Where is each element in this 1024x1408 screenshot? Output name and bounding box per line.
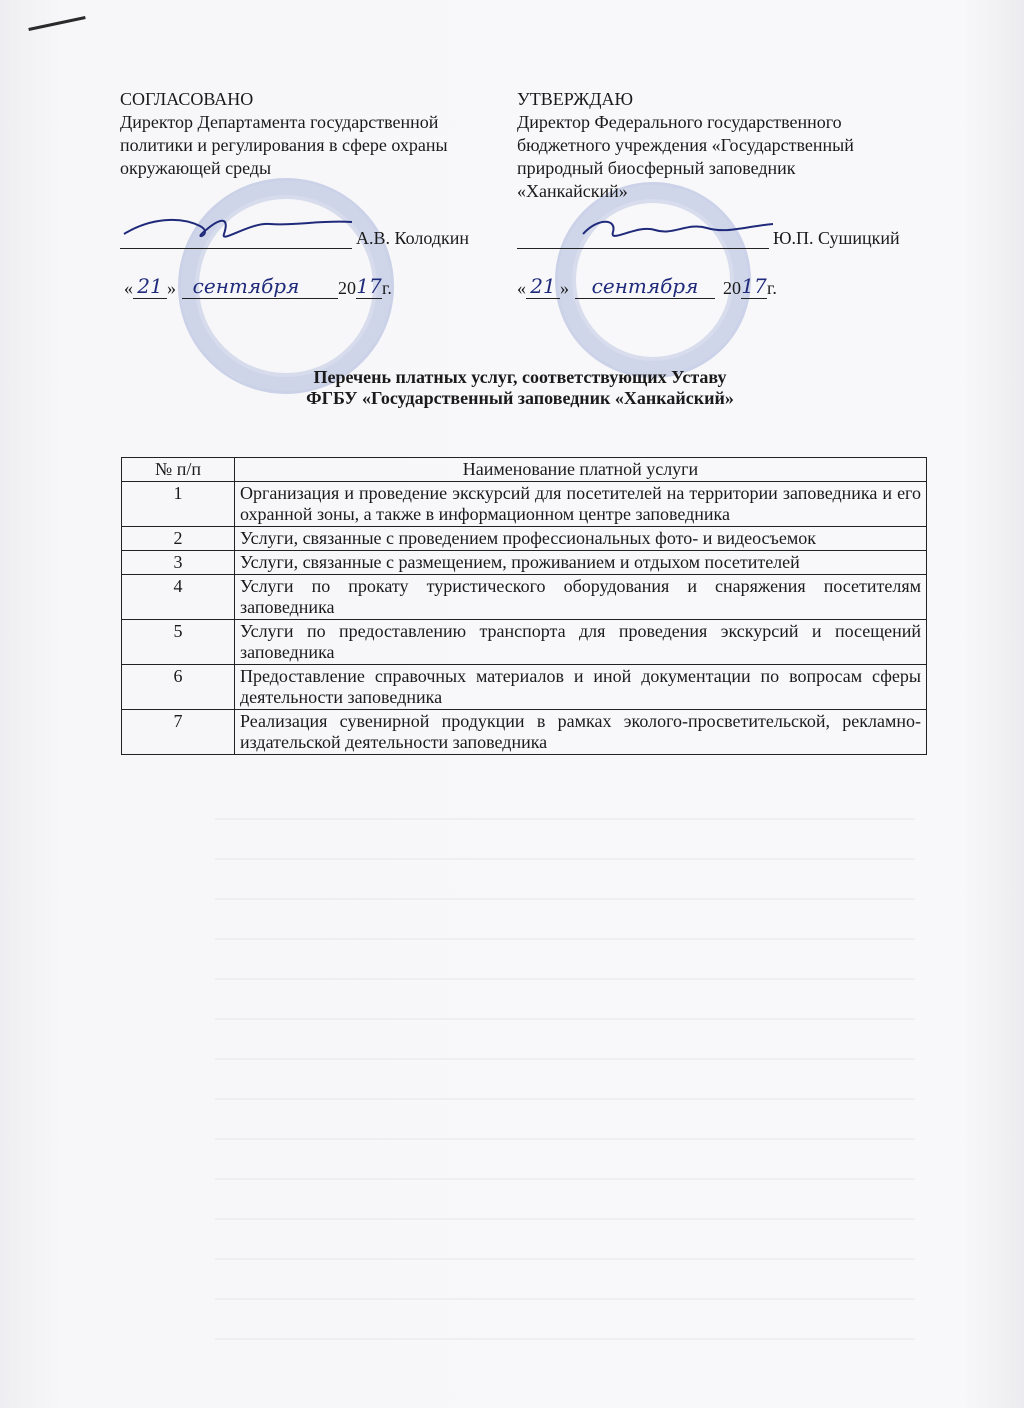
date-row-right [517, 274, 777, 299]
table-row [122, 575, 927, 620]
approval-position-line: природный биосферный заповедник [517, 158, 796, 178]
row-service-name: Услуги по прокату туристического оборудования и снаряжения посетителям заповедника [235, 575, 927, 620]
row-number: 4 [122, 575, 235, 620]
services-table [121, 457, 927, 755]
bleed-through-text [215, 800, 915, 1340]
row-service-name: Организация и проведение экскурсий для посетителей на территории заповедника и его охранной зоны, а также в информационном центре заповедника [235, 482, 927, 527]
date-year-digit: 17 [356, 274, 382, 298]
title-line: Перечень платных услуг, соответствующих Уставу [313, 367, 727, 387]
date-year-prefix: 20 [723, 278, 741, 298]
date-month: сентября [182, 274, 310, 299]
date-suffix: г. [767, 278, 777, 298]
approval-position-line: политики и регулирования в сфере охраны [120, 135, 448, 155]
signature-row-right [517, 228, 900, 249]
table-row [122, 527, 927, 551]
pen-mark [28, 16, 85, 31]
approval-position-line: Директор Федерального государственного [517, 112, 842, 132]
title-line: ФГБУ «Государственный заповедник «Ханкайский» [306, 388, 734, 408]
row-service-name: Услуги, связанные с размещением, проживанием и отдыхом посетителей [235, 551, 927, 575]
row-number: 6 [122, 665, 235, 710]
date-day: 21 [526, 274, 560, 299]
date-row-left [124, 274, 392, 299]
row-service-name: Услуги по предоставлению транспорта для проведения экскурсий и посещений заповедника [235, 620, 927, 665]
date-year-digit: 17 [741, 274, 767, 298]
signature-scribble-left [120, 212, 356, 246]
row-service-name: Услуги, связанные с проведением профессиональных фото- и видеосъемок [235, 527, 927, 551]
approval-position-line: бюджетного учреждения «Государственный [517, 135, 854, 155]
date-close-quote: » [167, 278, 176, 298]
table-row [122, 482, 927, 527]
row-number: 2 [122, 527, 235, 551]
approval-position-line: «Ханкайский» [517, 181, 628, 201]
column-header-name: Наименование платной услуги [235, 458, 927, 482]
row-service-name: Предоставление справочных материалов и иной документации по вопросам сферы деятельности заповедника [235, 665, 927, 710]
approval-block-agreed [120, 88, 500, 180]
row-number: 5 [122, 620, 235, 665]
date-day: 21 [133, 274, 167, 299]
table-row [122, 551, 927, 575]
date-close-quote: » [560, 278, 569, 298]
date-open-quote: « [124, 278, 133, 298]
approval-heading: УТВЕРЖДАЮ [517, 89, 634, 109]
table-row [122, 620, 927, 665]
date-open-quote: « [517, 278, 526, 298]
table-row [122, 710, 927, 755]
row-number: 7 [122, 710, 235, 755]
signer-name: А.В. Колодкин [356, 228, 470, 248]
row-service-name: Реализация сувенирной продукции в рамках эколого-просветительской, рекламно-издательской деятельности заповедника [235, 710, 927, 755]
column-header-number: № п/п [122, 458, 235, 482]
signer-name: Ю.П. Сушицкий [773, 228, 900, 248]
table-header-row [122, 458, 927, 482]
approval-block-approved [517, 88, 917, 203]
approval-heading: СОГЛАСОВАНО [120, 89, 254, 109]
date-suffix: г. [382, 278, 392, 298]
row-number: 3 [122, 551, 235, 575]
date-month: сентября [575, 274, 715, 299]
approval-position-line: окружающей среды [120, 158, 272, 178]
document-title [200, 367, 840, 409]
date-year-prefix: 20 [338, 278, 356, 298]
signature-scribble-right [577, 216, 777, 246]
row-number: 1 [122, 482, 235, 527]
table-row [122, 665, 927, 710]
signature-row-left [120, 228, 469, 249]
approval-position-line: Директор Департамента государственной [120, 112, 439, 132]
